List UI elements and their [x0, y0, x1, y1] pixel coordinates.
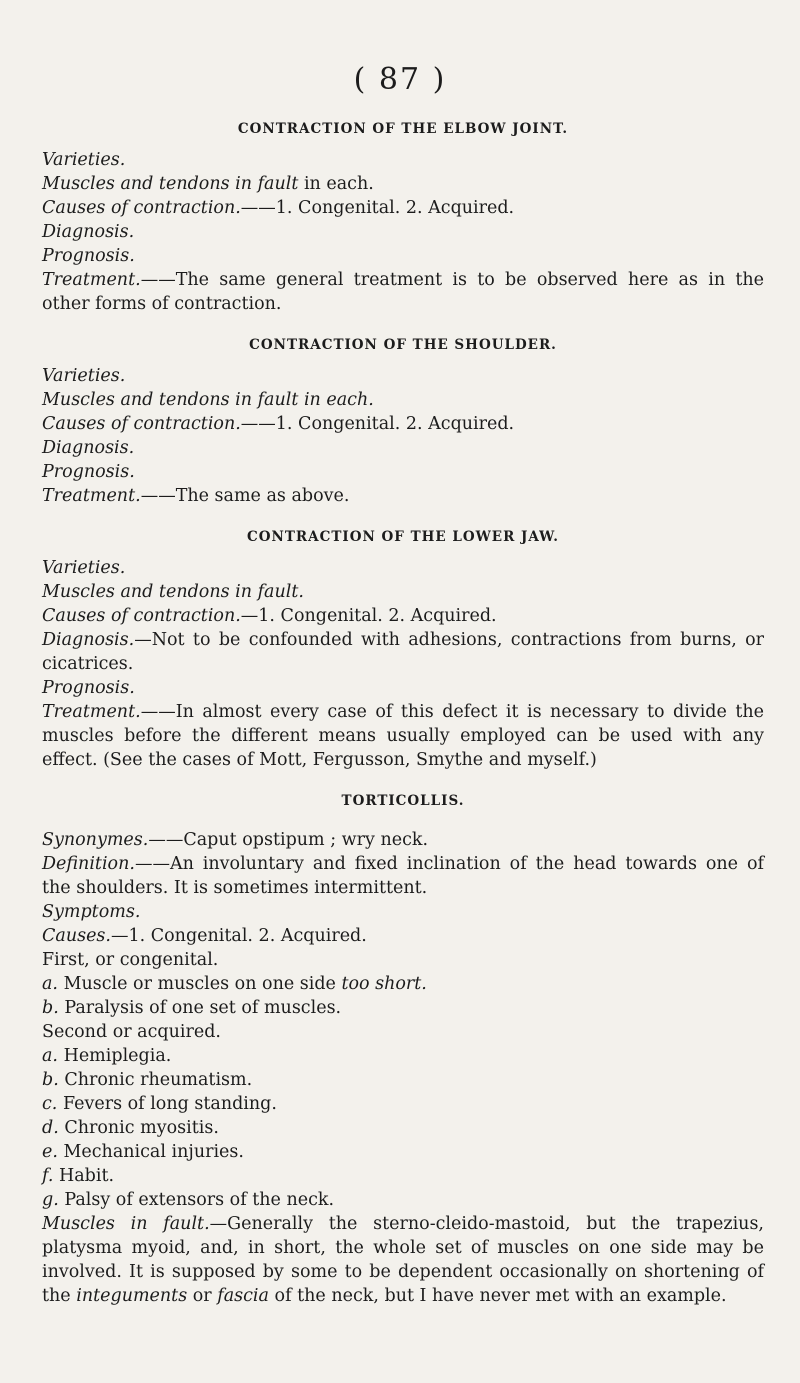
- list-item: [42, 996, 764, 1020]
- item-letter: b.: [42, 998, 59, 1018]
- item-letter: f.: [42, 1166, 54, 1186]
- list-item: [42, 1140, 764, 1164]
- shoulder-treatment-label: Treatment.: [42, 486, 141, 506]
- item-letter: e.: [42, 1142, 58, 1162]
- list-item: [42, 1068, 764, 1092]
- item-text: Fevers of long standing.: [57, 1094, 277, 1114]
- shoulder-causes: [42, 412, 764, 436]
- item-text: Hemiplegia.: [58, 1046, 172, 1066]
- jaw-varieties: Varieties.: [42, 558, 126, 578]
- shoulder-treatment: [42, 484, 764, 508]
- causes-rest: —1. Congenital. 2. Acquired.: [110, 926, 367, 946]
- jaw-treatment-label: Treatment.: [42, 702, 141, 722]
- elbow-treatment-rest: ——The same general treatment is to be observed here as in the other forms of contraction.: [42, 270, 764, 314]
- jaw-causes-rest: —1. Congenital. 2. Acquired.: [240, 606, 497, 626]
- item-text: Chronic rheumatism.: [58, 1070, 253, 1090]
- muscles-text-2: or: [187, 1286, 218, 1306]
- section-title-shoulder: CONTRACTION OF THE SHOULDER.: [249, 337, 557, 353]
- torticollis-symptoms: Symptoms.: [42, 902, 141, 922]
- causes-label: Causes.: [42, 926, 111, 946]
- item-text: Chronic myositis.: [58, 1118, 219, 1138]
- muscles-text-3: of the neck, but I have never met with an example.: [268, 1286, 727, 1306]
- section-title-elbow: CONTRACTION OF THE ELBOW JOINT.: [237, 121, 569, 137]
- torticollis-muscles-in-fault: [42, 1212, 764, 1308]
- second-acquired-heading: Second or acquired.: [42, 1022, 221, 1042]
- shoulder-causes-rest: ——1. Congenital. 2. Acquired.: [240, 414, 515, 434]
- elbow-muscles-label: Muscles and tendons in fault: [42, 174, 299, 194]
- list-item: [42, 1044, 764, 1068]
- list-item: [42, 1188, 764, 1212]
- list-item: [42, 1116, 764, 1140]
- item-text: Muscle or muscles on one side: [58, 974, 342, 994]
- shoulder-muscles: Muscles and tendons in fault in each.: [42, 390, 374, 410]
- elbow-treatment-label: Treatment.: [42, 270, 141, 290]
- muscles-label: Muscles in fault.: [42, 1214, 210, 1234]
- elbow-muscles: [42, 172, 764, 196]
- jaw-prognosis: Prognosis.: [42, 678, 135, 698]
- item-letter: c.: [42, 1094, 58, 1114]
- elbow-varieties: Varieties.: [42, 150, 126, 170]
- jaw-treatment: [42, 700, 764, 772]
- item-letter: b.: [42, 1070, 59, 1090]
- elbow-prognosis: Prognosis.: [42, 246, 135, 266]
- elbow-causes-rest: ——1. Congenital. 2. Acquired.: [240, 198, 515, 218]
- shoulder-diagnosis: Diagnosis.: [42, 438, 135, 458]
- jaw-treatment-rest: ——In almost every case of this defect it is necessary to divide the muscles before the different means usually employed can be used with any effect. (See the cases of Mott, Fergusson, Smythe and myself.): [42, 702, 764, 770]
- definition-label: Definition.: [42, 854, 135, 874]
- first-congenital-heading: First, or congenital.: [42, 950, 219, 970]
- item-text: Paralysis of one set of muscles.: [58, 998, 342, 1018]
- list-item: [42, 972, 764, 996]
- elbow-treatment: [42, 268, 764, 316]
- jaw-muscles: Muscles and tendons in fault.: [42, 582, 304, 602]
- shoulder-varieties: Varieties.: [42, 366, 126, 386]
- jaw-diagnosis: [42, 628, 764, 676]
- elbow-causes-label: Causes of contraction.: [42, 198, 241, 218]
- jaw-diagnosis-rest: —Not to be confounded with adhesions, contractions from burns, or cicatrices.: [42, 630, 764, 674]
- elbow-causes: [42, 196, 764, 220]
- elbow-muscles-rest: in each.: [298, 174, 374, 194]
- page-number: ( 87 ): [353, 62, 447, 97]
- torticollis-synonymes: [42, 828, 764, 852]
- muscles-italic-2: fascia: [217, 1286, 269, 1306]
- section-title-lower-jaw: CONTRACTION OF THE LOWER JAW.: [247, 529, 559, 545]
- shoulder-causes-label: Causes of contraction.: [42, 414, 241, 434]
- item-letter: a.: [42, 974, 58, 994]
- jaw-causes: [42, 604, 764, 628]
- section-title-torticollis: TORTICOLLIS.: [341, 793, 465, 809]
- shoulder-prognosis: Prognosis.: [42, 462, 135, 482]
- muscles-italic-1: integuments: [76, 1286, 188, 1306]
- item-letter: a.: [42, 1046, 58, 1066]
- page-content: [42, 118, 764, 1308]
- muscles-text-1: —Generally the sterno-cleido-mastoid, but the trapezius, platysma myoid, and, in short, the whole set of muscles on one side may be involved. It is supposed by some to be dependent occasionally on shortening of the: [42, 1214, 764, 1306]
- item-text-italic: too short.: [341, 974, 427, 994]
- jaw-causes-label: Causes of contraction.: [42, 606, 241, 626]
- shoulder-treatment-rest: ——The same as above.: [140, 486, 350, 506]
- elbow-diagnosis: Diagnosis.: [42, 222, 135, 242]
- item-letter: g.: [42, 1190, 59, 1210]
- synonymes-label: Synonymes.: [42, 830, 149, 850]
- item-text: Palsy of extensors of the neck.: [58, 1190, 335, 1210]
- item-text: Habit.: [53, 1166, 115, 1186]
- torticollis-causes: [42, 924, 764, 948]
- item-text: Mechanical injuries.: [57, 1142, 244, 1162]
- torticollis-definition: [42, 852, 764, 900]
- item-letter: d.: [42, 1118, 59, 1138]
- definition-rest: ——An involuntary and fixed inclination of the head towards one of the shoulders. It is sometimes intermittent.: [42, 854, 764, 898]
- synonymes-rest: ——Caput opstipum ; wry neck.: [148, 830, 429, 850]
- list-item: [42, 1164, 764, 1188]
- jaw-diagnosis-label: Diagnosis.: [42, 630, 135, 650]
- list-item: [42, 1092, 764, 1116]
